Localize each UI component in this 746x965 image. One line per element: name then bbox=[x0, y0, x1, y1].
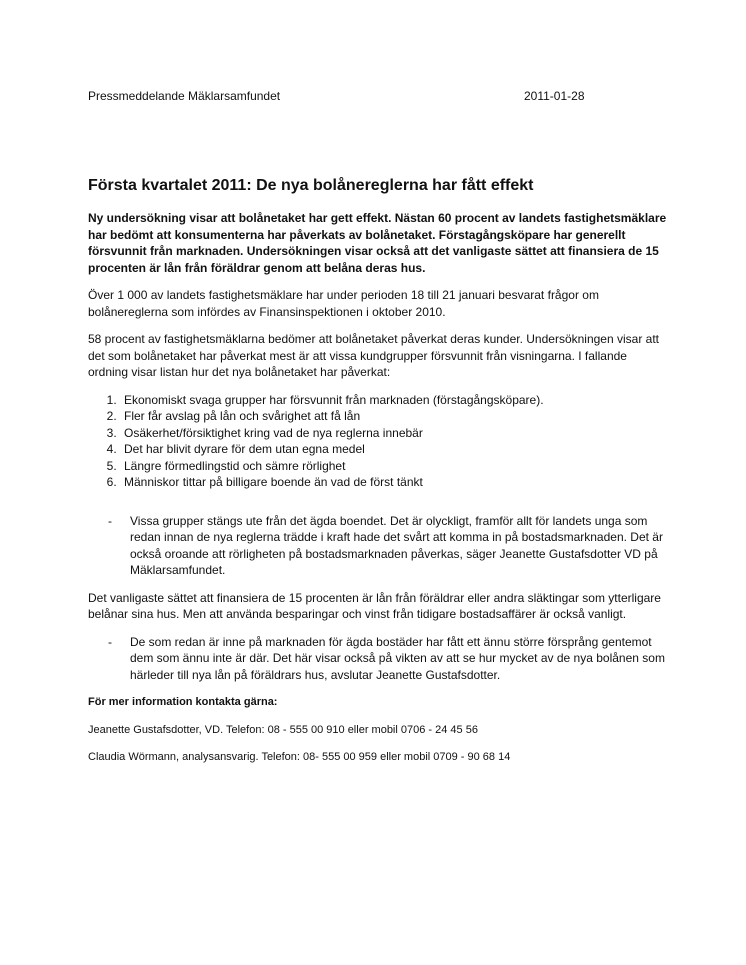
dash-marker: - bbox=[108, 634, 112, 649]
quote-block-2 bbox=[88, 634, 668, 684]
quote-text-1: Vissa grupper stängs ute från det ägda boendet. Det är olyckligt, framför allt för landets unga som redan innan de nya reglerna trädde i kraft hade det svårt att komma in på bostadsmarknaden. Det är också oroande att rörligheten på bostadsmarknaden påverkas, säger Jeanette Gustafsdotter VD på Mäklarsamfundet. bbox=[130, 513, 663, 577]
page-title: Första kvartalet 2011: De nya bolånereglerna har fått effekt bbox=[88, 177, 534, 194]
list-item: 2. Fler får avslag på lån och svårighet att få lån bbox=[120, 408, 668, 425]
contact-line-ceo: Jeanette Gustafsdotter, VD. Telefon: 08 - 555 00 910 eller mobil 0706 - 24 45 56 bbox=[88, 723, 478, 736]
quote-block-1 bbox=[88, 513, 668, 579]
header-date: 2011-01-28 bbox=[524, 89, 585, 103]
paragraph-financing: Det vanligaste sättet att finansiera de 15 procenten är lån från föräldrar eller andra släktingar som ytterligare belånar sina hus. Men att använda besparingar och vinst från tidigare bostadsaffärer är också vanligt. bbox=[88, 590, 661, 621]
header-sender: Pressmeddelande Mäklarsamfundet bbox=[88, 89, 281, 103]
paragraph-impact: 58 procent av fastighetsmäklarna bedömer att bolånetaket påverkat deras kunder. Undersökningen visar att det som bolånetaket har påverkat mest är att vissa kundgrupper försvunnit från visningarna. I fallande ordning visar listan hur det nya bolånetaket har påverkat: bbox=[88, 332, 660, 379]
list-item: 5. Längre förmedlingstid och sämre rörlighet bbox=[120, 458, 668, 475]
effects-list bbox=[88, 392, 668, 491]
list-item: 6. Människor tittar på billigare boende än vad de först tänkt bbox=[120, 474, 668, 491]
lead-paragraph: Ny undersökning visar att bolånetaket har gett effekt. Nästan 60 procent av landets fastighetsmäklare har bedömt att konsumenterna har påverkats av bolånetaket. Förstagångsköpare har generellt försvunnit från marknaden. Undersökningen visar också att det vanligaste sättet att finansiera de 15 procenten är lån från föräldrar genom att belåna deras hus. bbox=[88, 211, 667, 275]
document-body bbox=[88, 210, 668, 777]
dash-marker: - bbox=[108, 513, 112, 528]
list-item: 3. Osäkerhet/försiktighet kring vad de nya reglerna innebär bbox=[120, 425, 668, 442]
contact-heading: För mer information kontakta gärna: bbox=[88, 696, 278, 708]
list-item: 4. Det har blivit dyrare för dem utan egna medel bbox=[120, 441, 668, 458]
paragraph-survey: Över 1 000 av landets fastighetsmäklare har under perioden 18 till 21 januari besvarat frågor om bolånereglerna som infördes av Finansinspektionen i oktober 2010. bbox=[88, 288, 599, 319]
list-item: 1. Ekonomiskt svaga grupper har försvunnit från marknaden (förstagångsköpare). bbox=[120, 392, 668, 409]
quote-text-2: De som redan är inne på marknaden för ägda bostäder har fått ett ännu större försprång gentemot dem som ännu inte är där. Det här visar också på vikten av att se hur mycket av de nya bolånen som härleder till nya lån på föräldrars hus, avslutar Jeanette Gustafsdotter. bbox=[130, 634, 665, 682]
contact-line-analyst: Claudia Wörmann, analysansvarig. Telefon: 08- 555 00 959 eller mobil 0709 - 90 68 14 bbox=[88, 751, 511, 763]
